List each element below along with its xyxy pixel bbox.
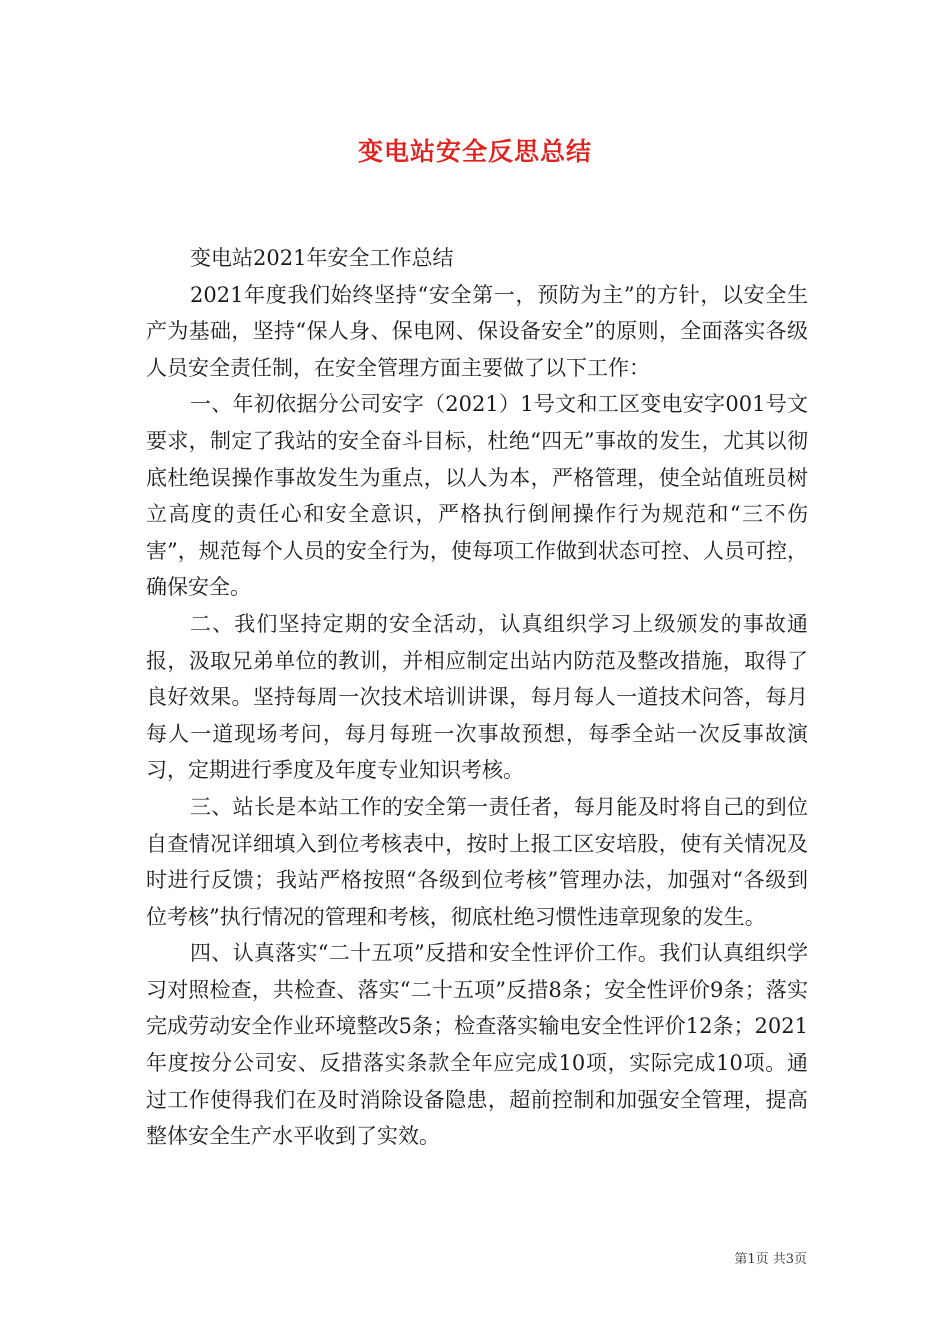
paragraph-3: 三、站长是本站工作的安全第一责任者，每月能及时将自己的到位自查情况详细填入到位考核表中，按时上报工区安培股，使有关情况及时进行反馈；我站严格按照“各级到位考核”管理办法，加强对“各级到位考核”执行情况的管理和考核，彻底杜绝习惯性违章现象的发生。 (146, 794, 808, 929)
document-subtitle: 变电站2021年安全工作总结 (190, 246, 454, 270)
paragraph-4: 四、认真落实“二十五项”反措和安全性评价工作。我们认真组织学习对照检查，共检查、落实“二十五项”反措8条；安全性评价9条；落实完成劳动安全作业环境整改5条；检查落实输电安全性评价12条；2021年度按分公司安、反措落实条款全年应完成10项，实际完成10项。通过工作使得我们在及时消除设备隐患，超前控制和加强安全管理，提高整体安全生产水平收到了实效。 (146, 941, 808, 1149)
document-body (146, 240, 808, 1155)
paragraph-intro: 2021年度我们始终坚持“安全第一，预防为主”的方针，以安全生产为基础，坚持“保人身、保电网、保设备安全”的原则，全面落实各级人员安全责任制，在安全管理方面主要做了以下工作： (146, 282, 808, 380)
paragraph-2: 二、我们坚持定期的安全活动，认真组织学习上级颁发的事故通报，汲取兄弟单位的教训，并相应制定出站内防范及整改措施，取得了良好效果。坚持每周一次技术培训讲课，每月每人一道技术问答，每月每人一道现场考问，每月每班一次事故预想，每季全站一次反事故演习，定期进行季度及年度专业知识考核。 (146, 611, 808, 783)
page-number-footer: 第1页 共3页 (734, 1252, 807, 1267)
document-title: 变电站安全反思总结 (357, 137, 592, 166)
paragraph-1: 一、年初依据分公司安字（2021）1号文和工区变电安字001号文要求，制定了我站的安全奋斗目标，杜绝“四无”事故的发生，尤其以彻底杜绝误操作事故发生为重点，以人为本，严格管理，使全站值班员树立高度的责任心和安全意识，严格执行倒闸操作行为规范和“三不伤害”，规范每个人员的安全行为，使每项工作做到状态可控、人员可控，确保安全。 (146, 392, 808, 600)
